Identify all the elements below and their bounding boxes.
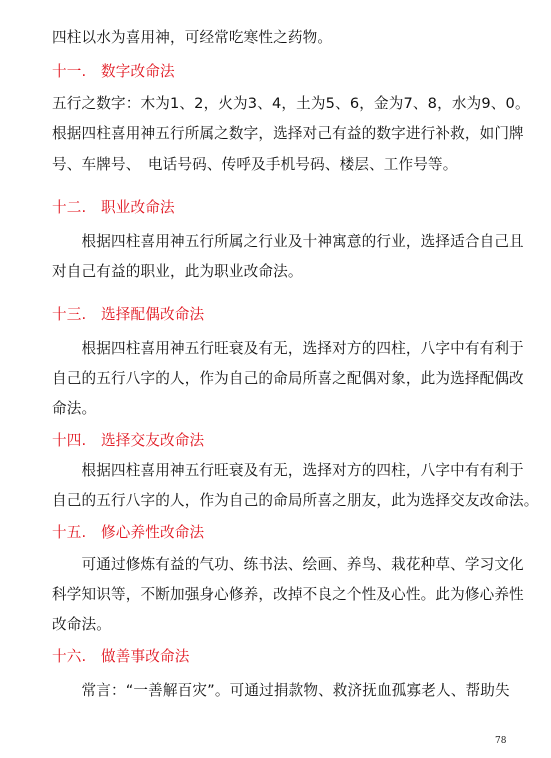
section-heading-11: 十一. 数字改命法 <box>52 63 175 80</box>
page-number: 78 <box>495 736 507 746</box>
section-heading-16: 十六. 做善事改命法 <box>52 648 190 665</box>
section-heading-14: 十四. 选择交友改命法 <box>52 432 205 449</box>
body-line: 自己的五行八字的人，作为自己的命局所喜之配偶对象，此为选择配偶改 <box>52 370 524 387</box>
section-heading-15: 十五. 修心养性改命法 <box>52 524 205 541</box>
body-line: 常言：“一善解百灾”。可通过捐款物、救济抚血孤寡老人、帮助失 <box>52 682 510 699</box>
body-line: 改命法。 <box>52 616 111 633</box>
body-line: 根据四柱喜用神五行所属之行业及十神寓意的行业，选择适合自己且 <box>52 233 524 250</box>
body-line: 号、车牌号、 电话号码、传呼及手机号码、楼层、工作号等。 <box>52 156 458 173</box>
section-heading-12: 十二. 职业改命法 <box>52 199 175 216</box>
body-line: 根据四柱喜用神五行旺衰及有无，选择对方的四柱，八字中有有利于 <box>52 340 524 357</box>
body-line: 自己的五行八字的人，作为自己的命局所喜之朋友，此为选择交友改命法。 <box>52 492 539 509</box>
body-line: 根据四柱喜用神五行旺衰及有无，选择对方的四柱，八字中有有利于 <box>52 462 524 479</box>
body-line: 可通过修炼有益的气功、练书法、绘画、养鸟、栽花种草、学习文化 <box>52 556 524 573</box>
body-line: 科学知识等，不断加强身心修养，改掉不良之个性及心性。此为修心养性 <box>52 586 524 603</box>
body-line: 五行之数字：木为1、2，火为3、4，土为5、6，金为7、8，水为9、0。 <box>52 95 530 112</box>
body-line: 对自己有益的职业，此为职业改命法。 <box>52 263 303 280</box>
section-heading-13: 十三. 选择配偶改命法 <box>52 306 205 323</box>
body-line: 命法。 <box>52 400 97 417</box>
body-line: 根据四柱喜用神五行所属之数字，选择对己有益的数字进行补救，如门牌 <box>52 125 524 142</box>
body-line: 四柱以水为喜用神，可经常吃寒性之药物。 <box>52 29 333 46</box>
